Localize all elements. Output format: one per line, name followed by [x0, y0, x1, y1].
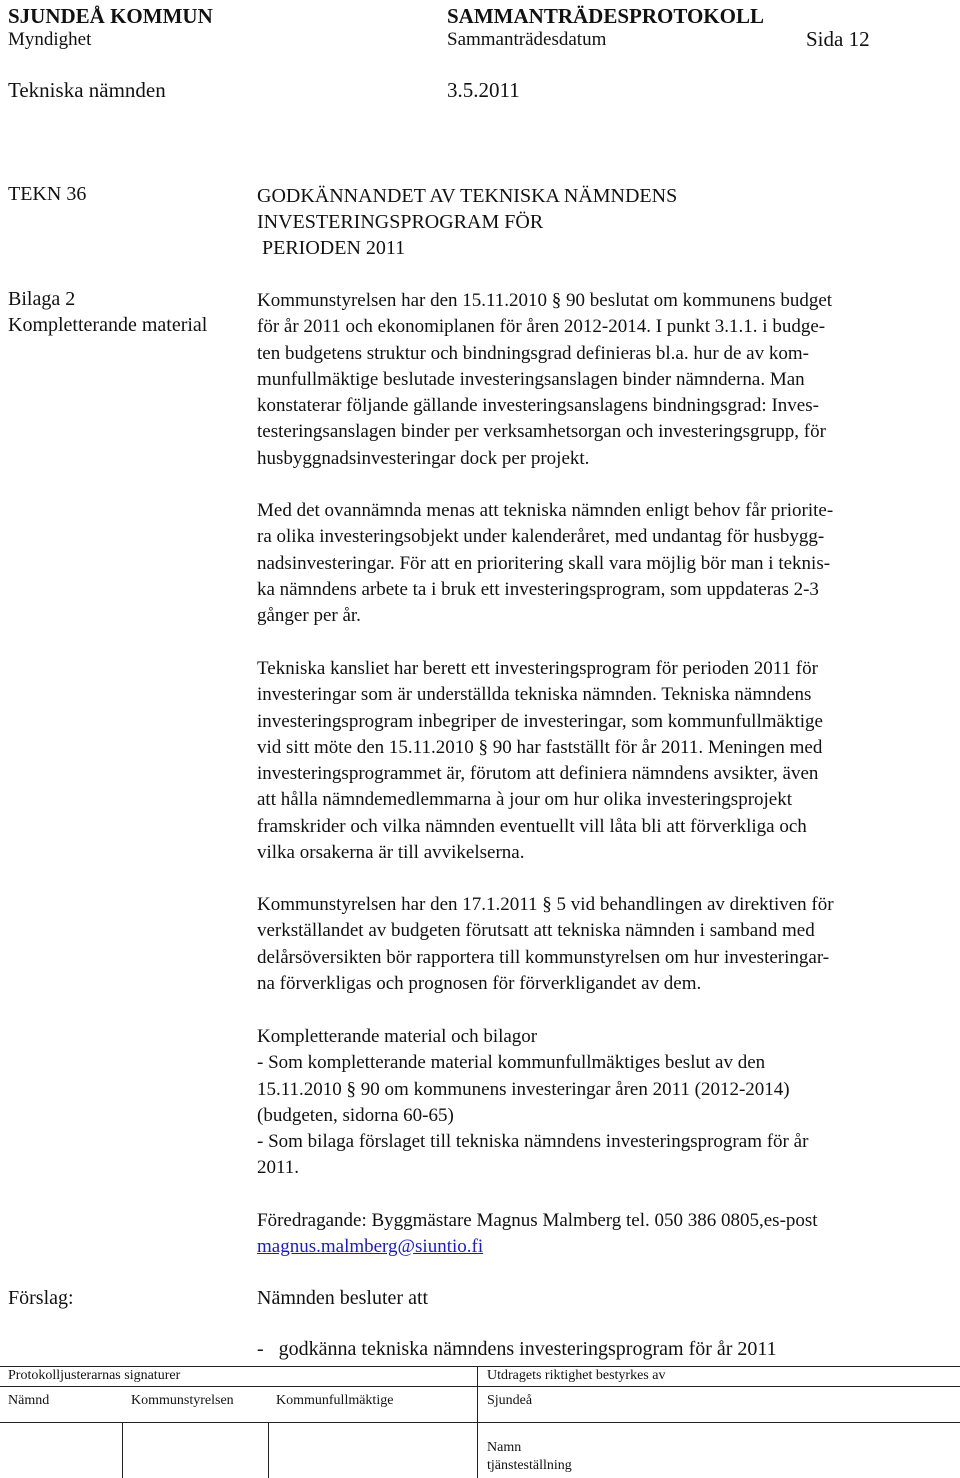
meeting-date: 3.5.2011 [447, 78, 520, 102]
text-line: - Som kompletterande material kommunfullmäktiges beslut av den [257, 1052, 766, 1074]
presenter-block [257, 1208, 957, 1261]
paragraph [257, 498, 957, 629]
section-title-line: INVESTERINGSPROGRAM FÖR [257, 211, 544, 233]
text-line: Tekniska kansliet har berett ett investeringsprogram för perioden 2011 för [257, 658, 818, 679]
paragraph [257, 1024, 957, 1182]
extract-label: Utdragets riktighet bestyrkes av [487, 1368, 666, 1383]
text-line: na förverkligas och prognosen för förverkligandet av dem. [257, 972, 702, 994]
text-line: vid sitt möte den 15.11.2010 § 90 har fastställt för år 2011. Meningen med [257, 736, 823, 758]
text-line: ten budgetens struktur och bindningsgrad definieras bl.a. hur de av kom- [257, 342, 809, 364]
text-line: verkställandet av budgeten förutsatt att tekniska nämnden i samband med [257, 920, 815, 942]
text-line: konstaterar följande gällande investeringsanslagens bindningsgrad: Inves- [257, 395, 819, 417]
text-line: 15.11.2010 § 90 om kommunens investeringar åren 2011 (2012-2014) [257, 1078, 790, 1100]
text-line: Kommunstyrelsen har den 15.11.2010 § 90 beslutat om kommunens budget [257, 290, 833, 311]
text-line: investeringar som är underställda tekniska nämnden. Tekniska nämndens [257, 684, 812, 706]
text-line: ra olika investeringsobjekt under kalenderåret, med undantag för husbygg- [257, 526, 825, 548]
text-line: Kompletterande material och bilagor [257, 1026, 538, 1047]
proposal-item: - godkänna tekniska nämndens investeringsprogram för år 2011 [257, 1338, 777, 1360]
text-line: delårsöversikten bör rapportera till kommunstyrelsen om hur investeringar- [257, 946, 830, 968]
paragraph [257, 288, 957, 472]
paragraph [257, 892, 957, 997]
footer-divider [0, 1366, 960, 1367]
footer-divider [0, 1422, 960, 1423]
section-title [257, 183, 677, 261]
footer-column-divider [268, 1422, 269, 1478]
signature-footer [0, 1366, 960, 1478]
text-line: - Som bilaga förslaget till tekniska nämndens investeringsprogram för år [257, 1131, 809, 1153]
page-number: Sida 12 [806, 27, 870, 51]
text-line: ka nämndens arbete ta i bruk ett investeringsprogram, som uppdateras 2-3 [257, 578, 819, 600]
text-line: att hålla nämndemedlemmarna à jour om hur olika investeringsprojekt [257, 789, 793, 811]
text-line: för år 2011 och ekonomiplanen för åren 2012-2014. I punkt 3.1.1. i budge- [257, 316, 826, 338]
authority-name: Tekniska nämnden [8, 78, 166, 102]
text-line: nadsinvesteringar. För att en prioritering skall vara möjlig bör man i teknis- [257, 552, 831, 574]
date-label: Sammanträdesdatum [447, 29, 607, 50]
proposal-label: Förslag: [8, 1287, 74, 1309]
text-line: testeringsanslagen binder per verksamhetsorgan och investeringsgrupp, för [257, 421, 826, 443]
section-title-line: PERIODEN 2011 [257, 237, 406, 259]
attachment-line-1: Bilaga 2 [8, 288, 76, 310]
footer-divider [0, 1386, 960, 1387]
text-line: husbyggnadsinvesteringar dock per projekt. [257, 447, 590, 469]
text-line: Med det ovannämnda menas att tekniska nämnden enligt behov får priorite- [257, 500, 834, 521]
text-line: Kommunstyrelsen har den 17.1.2011 § 5 vid behandlingen av direktiven för [257, 894, 834, 915]
text-line: vilka orsakerna är till avvikelserna. [257, 842, 525, 864]
org-name: SJUNDEÅ KOMMUN [8, 4, 213, 28]
place-label: Sjundeå [487, 1393, 533, 1408]
signature-column-kf: Kommunfullmäktige [276, 1393, 394, 1408]
text-line: (budgeten, sidorna 60-65) [257, 1104, 454, 1126]
presenter-line: Föredragande: Byggmästare Magnus Malmberg tel. 050 386 0805,es-post [257, 1210, 818, 1231]
footer-column-divider [122, 1422, 123, 1478]
doc-type: SAMMANTRÄDESPROTOKOLL [447, 4, 764, 28]
text-line: gånger per år. [257, 605, 361, 627]
signatures-label: Protokolljusterarnas signaturer [8, 1368, 181, 1383]
email-link[interactable]: magnus.malmberg@siuntio.fi [257, 1236, 484, 1258]
text-line: framskrider och vilka nämnden eventuellt vill låta bli att förverkliga och [257, 815, 807, 837]
attachment-line-2: Kompletterande material [8, 314, 208, 336]
footer-column-divider [477, 1366, 478, 1478]
name-label: Namn [487, 1440, 522, 1455]
text-line: investeringsprogrammet är, förutom att definiera nämndens avsikter, även [257, 763, 819, 785]
paragraph [257, 656, 957, 866]
signature-column-ks: Kommunstyrelsen [131, 1393, 234, 1408]
position-label: tjänsteställning [487, 1458, 572, 1473]
proposal-intro: Nämnden besluter att [257, 1287, 429, 1309]
text-line: 2011. [257, 1157, 300, 1179]
text-line: munfullmäktige beslutade investeringsanslagen binder nämnderna. Man [257, 368, 805, 390]
section-number: TEKN 36 [8, 183, 87, 205]
section-title-line: GODKÄNNANDET AV TEKNISKA NÄMNDENS [257, 185, 678, 207]
signature-column-namnd: Nämnd [8, 1393, 50, 1408]
text-line: investeringsprogram inbegriper de investeringar, som kommunfullmäktige [257, 710, 823, 732]
authority-label: Myndighet [8, 29, 92, 50]
